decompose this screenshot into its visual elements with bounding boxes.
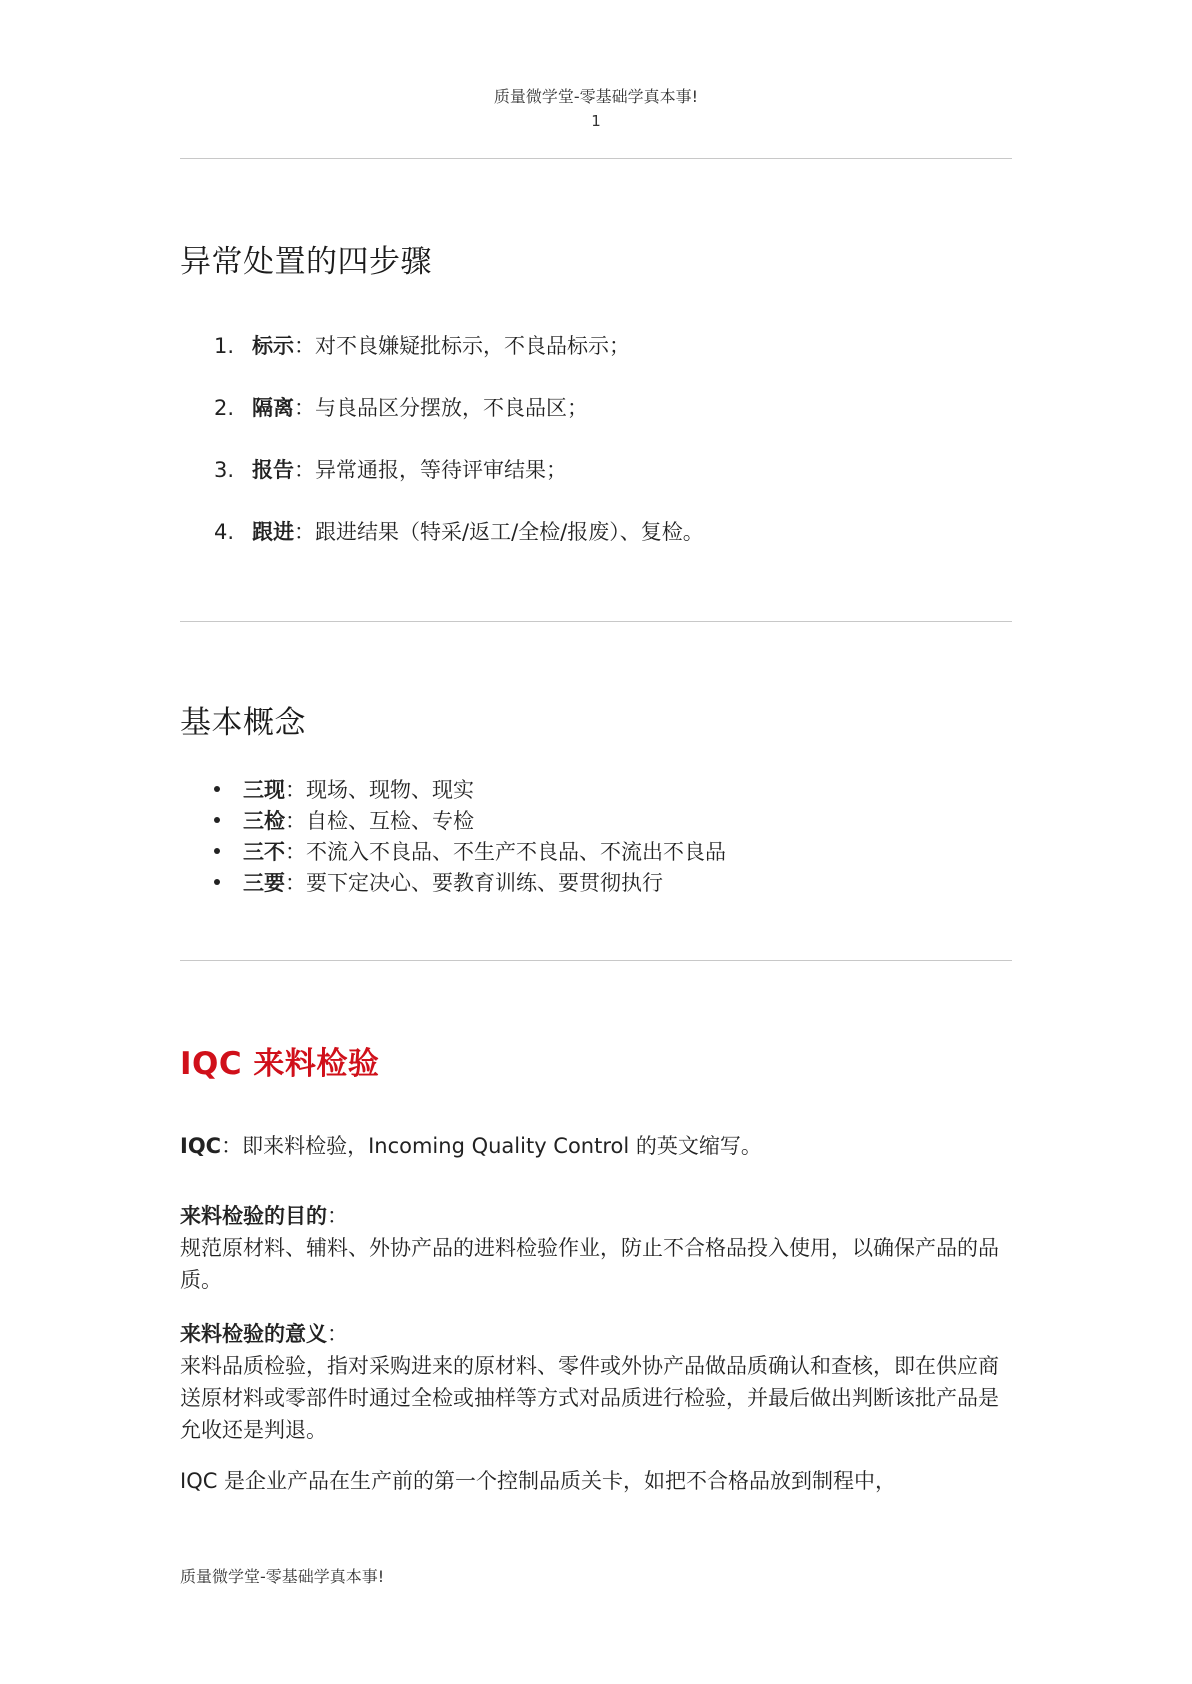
list-text: ：对不良嫌疑批标示，不良品标示； — [294, 334, 630, 358]
section-divider — [180, 621, 1012, 622]
bullet-icon — [214, 848, 220, 854]
purpose-paragraph: 规范原材料、辅料、外协产品的进料检验作业，防止不合格品投入使用，以确保产品的品质。 — [180, 1236, 999, 1292]
bullet-item — [214, 774, 474, 804]
bullet-text: ：不流入不良品、不生产不良品、不流出不良品 — [285, 840, 726, 864]
purpose-label-line — [180, 1200, 1010, 1232]
section-heading-basic-concepts: 基本概念 — [180, 705, 306, 741]
bullet-term: 三要 — [243, 871, 285, 895]
meaning-colon: ： — [327, 1322, 348, 1346]
bullet-text: ：要下定决心、要教育训练、要贯彻执行 — [285, 871, 663, 895]
iqc-intro-paragraph — [180, 1130, 1010, 1162]
list-term: 标示 — [252, 334, 294, 358]
list-item — [214, 516, 704, 546]
list-item — [214, 392, 588, 422]
meaning-paragraph: 来料品质检验，指对采购进来的原材料、零件或外协产品做品质确认和查核，即在供应商送原材料或零部件时通过全检或抽样等方式对品质进行检验，并最后做出判断该批产品是允收还是判退。 — [180, 1354, 999, 1442]
bullet-item — [214, 836, 726, 866]
meaning-label: 来料检验的意义 — [180, 1322, 327, 1346]
list-term: 隔离 — [252, 396, 294, 420]
section-divider — [180, 960, 1012, 961]
page-footer: 质量微学堂-零基础学真本事! — [180, 1567, 385, 1586]
bullet-text: ：现场、现物、现实 — [285, 778, 474, 802]
meaning-label-line — [180, 1318, 1010, 1350]
bullet-term: 三不 — [243, 840, 285, 864]
list-term: 跟进 — [252, 520, 294, 544]
bullet-item — [214, 805, 474, 835]
purpose-label: 来料检验的目的 — [180, 1204, 327, 1228]
list-number: 3. — [214, 458, 235, 482]
iqc-term: IQC — [180, 1134, 222, 1158]
iqc-closing-paragraph: IQC 是企业产品在生产前的第一个控制品质关卡，如把不合格品放到制程中， — [180, 1469, 897, 1493]
page-number: 1 — [591, 112, 601, 130]
list-item — [214, 330, 630, 360]
section-heading-abnormal-handling: 异常处置的四步骤 — [180, 244, 432, 280]
list-number: 4. — [214, 520, 235, 544]
bullet-term: 三现 — [243, 778, 285, 802]
section-heading-iqc: IQC 来料检验 — [180, 1046, 380, 1082]
list-number: 2. — [214, 396, 235, 420]
list-number: 1. — [214, 334, 235, 358]
list-term: 报告 — [252, 458, 294, 482]
list-text: ：异常通报，等待评审结果； — [294, 458, 567, 482]
list-text: ：跟进结果（特采/返工/全检/报废）、复检。 — [294, 520, 704, 544]
bullet-icon — [214, 879, 220, 885]
bullet-icon — [214, 786, 220, 792]
list-text: ：与良品区分摆放，不良品区； — [294, 396, 588, 420]
purpose-colon: ： — [327, 1204, 348, 1228]
bullet-icon — [214, 817, 220, 823]
bullet-item — [214, 867, 663, 897]
bullet-text: ：自检、互检、专检 — [285, 809, 474, 833]
header-divider — [180, 158, 1012, 159]
list-item — [214, 454, 567, 484]
iqc-intro-text: ：即来料检验，Incoming Quality Control 的英文缩写。 — [221, 1134, 762, 1158]
bullet-term: 三检 — [243, 809, 285, 833]
page-header-title: 质量微学堂-零基础学真本事! — [493, 87, 699, 106]
